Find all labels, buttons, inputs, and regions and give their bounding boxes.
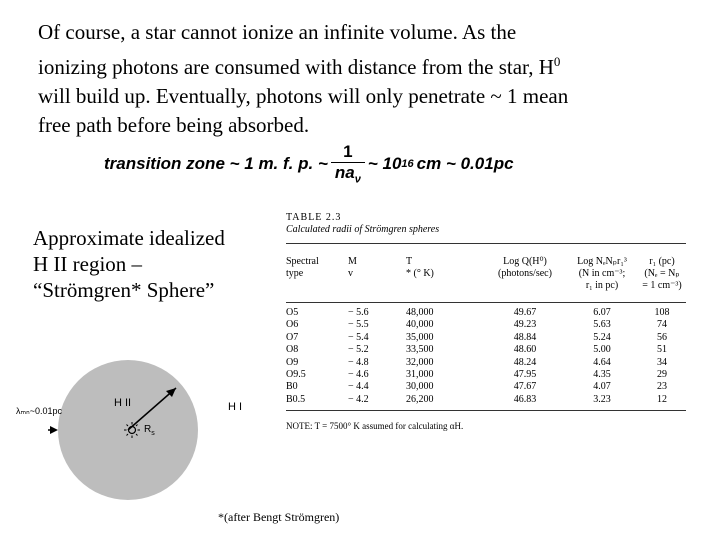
table-header-5: r₁ (pc) (Nₑ = Nₚ = 1 cm⁻³) [642, 256, 682, 291]
table-cell: 4.64 [593, 356, 611, 368]
transition-label: λₘₙ~0.01pc [16, 406, 62, 416]
formula-fraction [331, 142, 365, 185]
formula-mid: ~ 10 [367, 154, 402, 173]
hi-label: H I [228, 401, 243, 413]
table-cell: 48,000 [406, 307, 434, 318]
table-cell: 4.07 [593, 381, 611, 393]
table-cell: O5 [286, 307, 299, 318]
table-cell: − 5.6 [348, 307, 369, 318]
table-cell: 5.24 [593, 331, 611, 343]
table-cell: O8 [286, 344, 299, 356]
table-cell: 5.00 [593, 344, 611, 356]
table-cell: 40,000 [406, 319, 434, 331]
table-cell: − 5.5 [348, 319, 369, 331]
table-cell: − 5.2 [348, 344, 369, 356]
table-title: TABLE 2.3 [286, 212, 342, 223]
rs-label: $R_s$ [144, 424, 155, 437]
table-header-3: Log Q(H⁰) (photons/sec) [498, 256, 552, 279]
hii-label: H II [114, 397, 132, 409]
formula-exponent: 16 [401, 158, 414, 170]
table-row [286, 344, 686, 356]
table-cell: 108 [654, 307, 670, 318]
table-headers [286, 244, 686, 302]
table-header-4: Log NₑNₚr₁³ (N in cm⁻³; r₁ in pc) [577, 256, 627, 291]
formula-numerator: 1 [343, 142, 353, 162]
table-cell: 46.83 [513, 393, 537, 405]
table-cell: 48.24 [513, 356, 537, 368]
table-cell: B0.5 [286, 393, 306, 405]
table-row [286, 394, 686, 406]
table-cell: 29 [657, 369, 667, 381]
formula-lhs: transition zone ~ 1 m. f. p. ~ [104, 154, 328, 173]
table-cell: 31,000 [406, 369, 434, 381]
table-row [286, 332, 686, 344]
table-row [286, 319, 686, 331]
table-header-2: T * (° K) [406, 256, 434, 279]
table-cell: 35,000 [406, 331, 434, 343]
table-row [286, 307, 686, 319]
formula-denominator: $na_\nu$ [331, 162, 365, 185]
table-cell: 56 [657, 331, 667, 343]
table-cell: 6.07 [593, 307, 611, 318]
table-cell: 26,200 [406, 393, 434, 405]
table-cell: 5.63 [593, 319, 611, 331]
table-cell: 74 [657, 319, 667, 331]
table-cell: 34 [657, 356, 667, 368]
intro-paragraph [38, 18, 698, 140]
table-row [286, 357, 686, 369]
table-cell: 30,000 [406, 381, 434, 393]
table-cell: 32,000 [406, 356, 434, 368]
table-cell: 49.67 [513, 307, 537, 318]
table-cell: O9 [286, 356, 299, 368]
table-cell: 51 [657, 344, 667, 356]
table-cell: − 4.2 [348, 393, 369, 405]
table-note: NOTE: T = 7500° K assumed for calculating αH. [286, 421, 464, 432]
table-row [286, 381, 686, 393]
table-cell: 49.23 [513, 319, 537, 331]
table-cell: O9.5 [286, 369, 306, 381]
table-cell: 48.84 [513, 331, 537, 343]
table-cell: − 5.4 [348, 331, 369, 343]
table-cell: 48.60 [513, 344, 537, 356]
intro-line-2: ionizing photons are consumed with distance from the star, $H^0$ [38, 54, 561, 79]
intro-line-3: will build up. Eventually, photons will only penetrate ~ 1 mean [38, 84, 569, 108]
intro-line-1: Of course, a star cannot ionize an infinite volume. As the [38, 20, 517, 44]
footnote: *(after Bengt Strömgren) [218, 510, 340, 524]
table-subtitle: Calculated radii of Strömgren spheres [286, 224, 440, 235]
table-cell: 23 [657, 381, 667, 393]
stromgren-sphere-diagram [16, 360, 256, 510]
table-cell: 12 [657, 393, 667, 405]
table-row [286, 369, 686, 381]
table-cell: 4.35 [593, 369, 611, 381]
table-header-1: M v [348, 256, 357, 279]
table-cell: − 4.6 [348, 369, 369, 381]
transition-zone-formula [104, 138, 514, 190]
table-cell: − 4.8 [348, 356, 369, 368]
intro-line-4: free path before being absorbed. [38, 113, 310, 137]
stromgren-caption: Approximate idealized H II region – “Strömgren* Sphere” [33, 226, 225, 302]
table-cell: − 4.4 [348, 381, 369, 393]
table-header-0: Spectral type [286, 256, 319, 279]
table-cell: O6 [286, 319, 299, 331]
table-cell: 33,500 [406, 344, 434, 356]
table-cell: B0 [286, 381, 298, 393]
table-cell: 47.95 [513, 369, 537, 381]
transition-arrowhead [50, 426, 58, 434]
stromgren-table [286, 212, 686, 431]
table-cell: O7 [286, 331, 299, 343]
table-cell: 3.23 [593, 393, 611, 405]
table-bottom-rule [286, 410, 686, 411]
table-cell: 47.67 [513, 381, 537, 393]
formula-rhs: cm ~ 0.01pc [416, 154, 514, 173]
table-body [286, 303, 686, 406]
